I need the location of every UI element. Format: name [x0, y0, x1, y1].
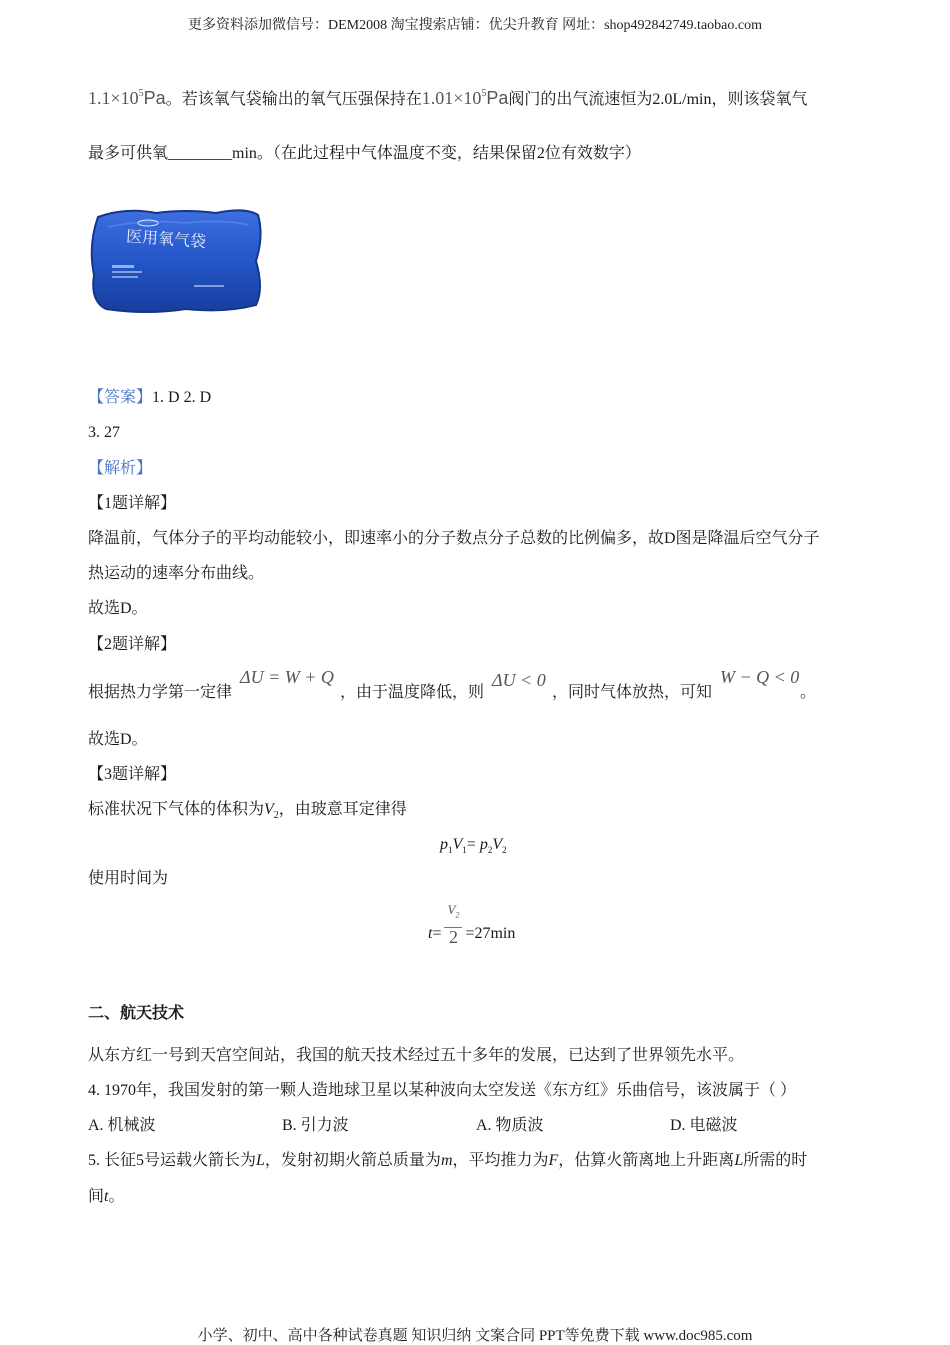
- p3-title: 【3题详解】: [88, 766, 177, 783]
- p3-line2: 使用时间为: [88, 870, 169, 887]
- q3-line1: $1.1\times 10^5Pa$。若该氧气袋输出的氧气压强保持在$1.01\times 10^5Pa$阀门的出气流速恒为2.0L/min，则该袋氧气: [88, 88, 808, 108]
- question-5-line2: 间t。: [88, 1188, 125, 1205]
- question-4: 4. 1970年，我国发射的第一颗人造地球卫星以某种波向太空发送《东方红》乐曲信号，该波属于（ ）: [88, 1082, 797, 1099]
- section-intro: 从东方红一号到天宫空间站，我国的航天技术经过五十多年的发展，已达到了世界领先水平。: [88, 1047, 745, 1064]
- pressure-2: $1.01\times 10^5Pa$: [421, 88, 509, 108]
- answer-line1: 【答案】1. D 2. D: [88, 389, 212, 406]
- time-equation: t = $\frac{V_2}{2}$ =27min: [428, 902, 516, 947]
- p2-eq1: ΔU = W + Q: [240, 667, 334, 687]
- page-header: 更多资料添加微信号：DEM2008 淘宝搜索店铺：优尖升教育 网址：shop492842749.taobao.com: [188, 18, 762, 33]
- svg-text:医用氧气袋: 医用氧气袋: [125, 226, 207, 252]
- p2-title: 【2题详解】: [88, 636, 177, 653]
- section-title: 二、航天技术: [88, 1005, 185, 1022]
- option-c: A. 物质波: [476, 1117, 544, 1134]
- answer-line2: 3. 27: [88, 424, 120, 441]
- analysis-label: 【解析】: [88, 460, 153, 477]
- question-5-line1: 5. 长征5号运载火箭长为L，发射初期火箭总质量为m，平均推力为F，估算火箭离地上升距离L所需的时: [88, 1152, 808, 1169]
- p2-text-b: ，由于温度降低，则: [340, 684, 485, 701]
- p1-line2: 热运动的速率分布曲线。: [88, 565, 265, 582]
- p1-title: 【1题详解】: [88, 495, 177, 512]
- time-fraction: $\frac{V_2}{2}$: [444, 900, 462, 946]
- p3-line1: 标准状况下气体的体积为$V_2$，由玻意耳定律得: [88, 801, 407, 822]
- p2-text-d: 。: [800, 684, 817, 701]
- p2-text-c: ，同时气体放热，可知: [552, 684, 713, 701]
- option-d: D. 电磁波: [670, 1117, 738, 1134]
- answer-blank: ________: [168, 145, 233, 162]
- p2-choice: 故选D。: [88, 731, 148, 748]
- p2-eq2: ΔU < 0: [492, 670, 546, 690]
- p1-line1: 降温前，气体分子的平均动能较小，即速率小的分子数点分子总数的比例偏多，故D图是降温后空气分子: [88, 530, 820, 547]
- page-footer: 小学、初中、高中各种试卷真题 知识归纳 文案合同 PPT等免费下载 www.doc985.com: [197, 1328, 753, 1344]
- answer-label: 【答案】: [88, 389, 153, 406]
- option-a: A. 机械波: [88, 1117, 156, 1134]
- q3-line2: 最多可供氧________min。（在此过程中气体温度不变，结果保留2位有效数字）: [88, 145, 641, 162]
- option-b: B. 引力波: [282, 1117, 349, 1134]
- oxygen-bag-image: [86, 205, 266, 317]
- p2-eq3: W − Q < 0: [720, 667, 800, 687]
- p2-text-a: 根据热力学第一定律: [88, 684, 233, 701]
- p1-choice: 故选D。: [88, 600, 148, 617]
- boyle-equation: $p_1V_1= p_2V_2$: [440, 836, 507, 856]
- pressure-1: $1.1\times 10^5Pa$: [88, 88, 166, 108]
